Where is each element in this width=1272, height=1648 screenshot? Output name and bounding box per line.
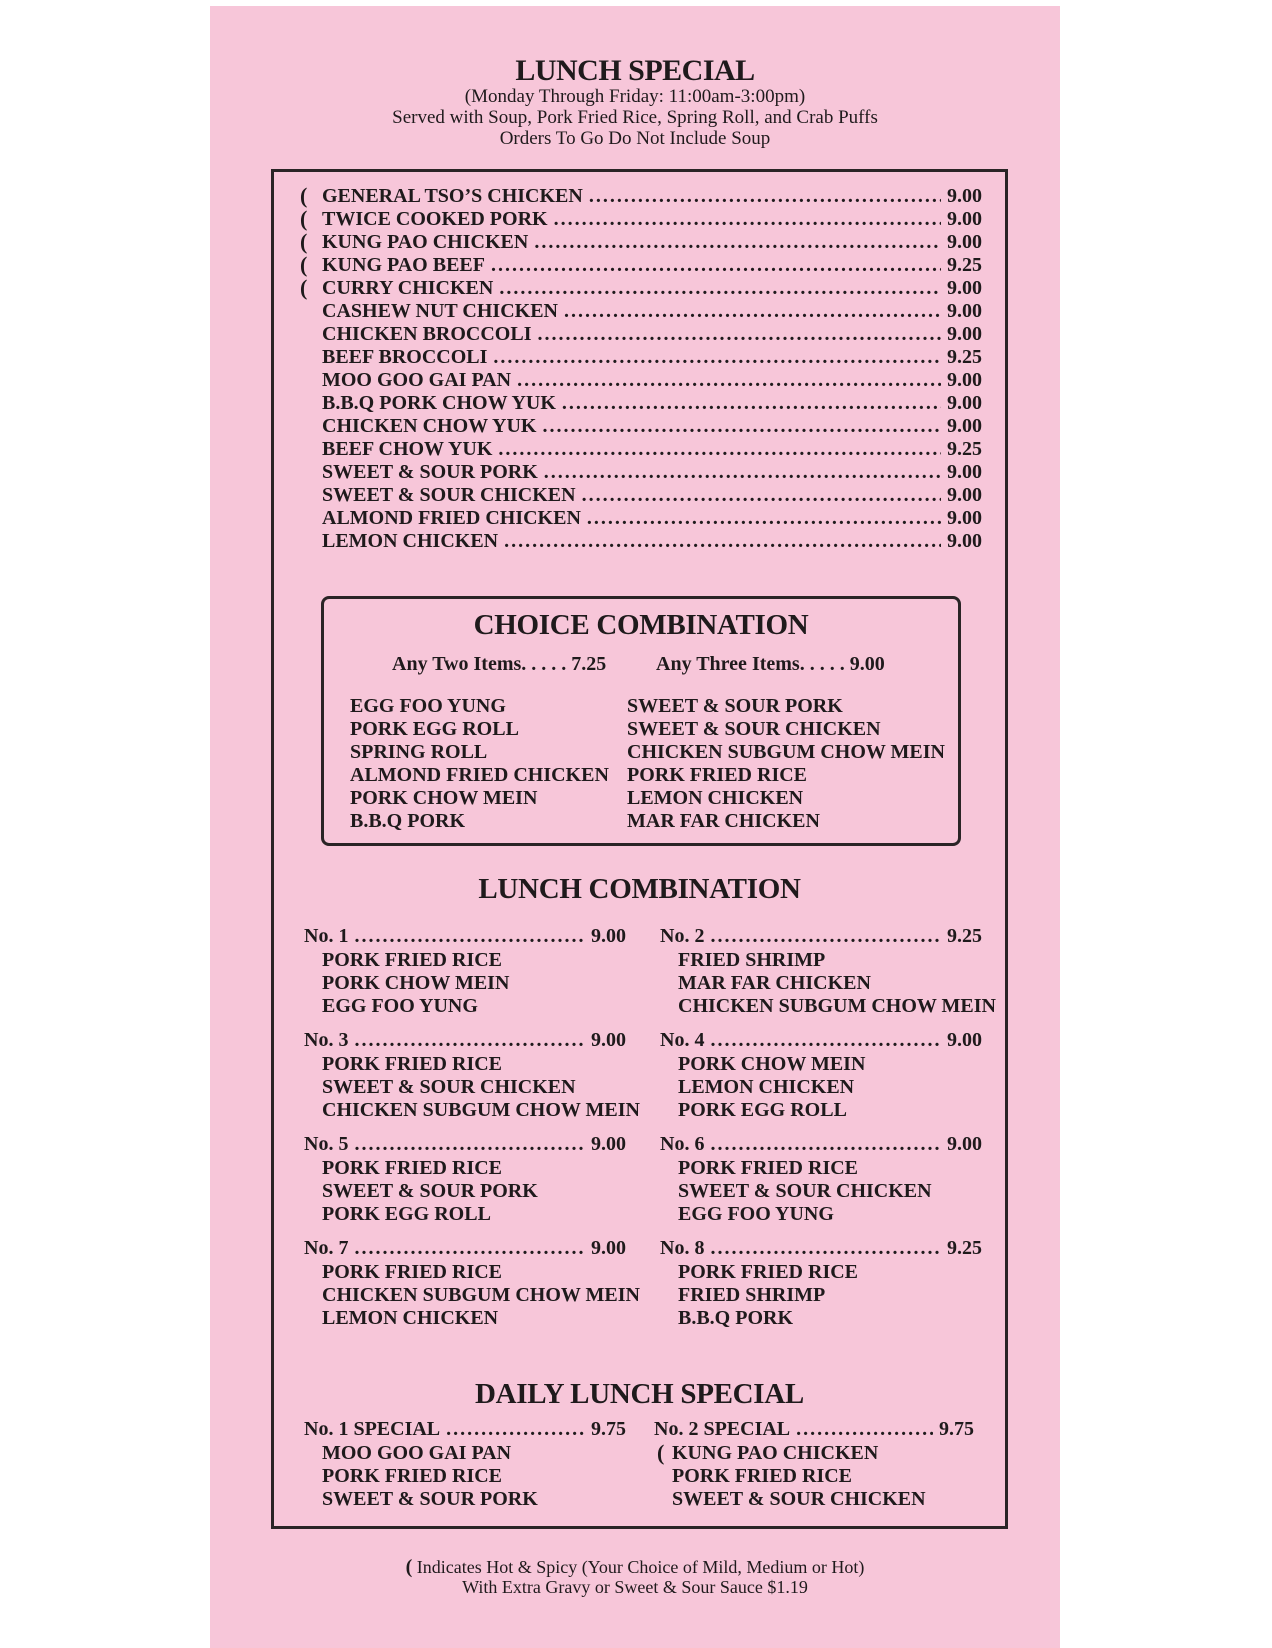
item-name: No. 7 (304, 1237, 349, 1259)
item-name: No. 3 (304, 1029, 349, 1051)
combo-header-row (660, 925, 982, 948)
combo-item: CHICKEN SUBGUM CHOW MEIN (322, 1284, 640, 1306)
item-name: No. 6 (660, 1133, 705, 1155)
combo-item: FRIED SHRIMP (678, 949, 826, 971)
dot-leader (710, 1237, 941, 1260)
combo-item: FRIED SHRIMP (678, 1284, 826, 1306)
combo-item: SWEET & SOUR PORK (322, 1180, 538, 1202)
spicy-note (210, 1556, 1060, 1579)
menu-item-row (322, 323, 982, 346)
item-name: GENERAL TSO’S CHICKEN (322, 185, 583, 207)
item-price: 9.00 (947, 530, 982, 552)
special-item: KUNG PAO CHICKEN (672, 1442, 879, 1464)
combo-item: PORK EGG ROLL (322, 1203, 491, 1225)
dot-leader (710, 1133, 941, 1156)
item-name: B.B.Q PORK CHOW YUK (322, 392, 556, 414)
dot-leader (554, 208, 941, 231)
special-item: PORK FRIED RICE (672, 1465, 853, 1487)
item-name: SWEET & SOUR CHICKEN (322, 484, 576, 506)
item-price: 9.00 (591, 1133, 626, 1155)
menu-item-row (322, 484, 982, 507)
chili-pepper-icon: ( (300, 229, 308, 254)
combo-item: PORK CHOW MEIN (678, 1053, 866, 1075)
dot-leader (446, 1418, 585, 1441)
item-name: No. 4 (660, 1029, 705, 1051)
special-item: SWEET & SOUR PORK (322, 1488, 538, 1510)
item-price: 9.25 (947, 925, 982, 947)
item-price: 9.00 (947, 1029, 982, 1051)
special-header-row (304, 1418, 626, 1441)
dot-leader (504, 530, 941, 553)
any-two-items: Any Two Items. . . . . 7.25 (392, 653, 607, 675)
gravy-note: With Extra Gravy or Sweet & Sour Sauce $1.19 (462, 1577, 808, 1597)
item-price: 9.00 (947, 415, 982, 437)
menu-item-row (322, 369, 982, 392)
item-name: No. 1 (304, 925, 349, 947)
item-price: 9.00 (947, 392, 982, 414)
item-price: 9.00 (947, 507, 982, 529)
combo-item: EGG FOO YUNG (678, 1203, 834, 1225)
combo-item: PORK FRIED RICE (322, 1053, 503, 1075)
item-name: KUNG PAO BEEF (322, 254, 485, 276)
chili-pepper-icon: ( (300, 252, 308, 277)
lunch-combination-title: LUNCH COMBINATION (478, 873, 801, 905)
page-title: LUNCH SPECIAL (515, 54, 755, 87)
choice-item: ALMOND FRIED CHICKEN (350, 764, 609, 786)
combo-item: SWEET & SOUR CHICKEN (678, 1180, 932, 1202)
menu-item-row (322, 231, 982, 254)
item-price: 9.00 (947, 231, 982, 253)
combo-header-row (304, 1029, 626, 1052)
item-price: 9.00 (591, 1029, 626, 1051)
item-price: 9.00 (947, 369, 982, 391)
chili-pepper-icon: ( (300, 206, 308, 231)
served-with-text: Served with Soup, Pork Fried Rice, Spring Roll, and Crab Puffs (392, 107, 878, 128)
item-price: 9.25 (947, 346, 982, 368)
dot-leader (544, 461, 941, 484)
chili-pepper-icon: ( (300, 183, 308, 208)
item-price: 9.00 (947, 185, 982, 207)
combo-item: MAR FAR CHICKEN (678, 972, 871, 994)
dot-leader (499, 277, 941, 300)
dot-leader (517, 369, 941, 392)
combo-item: CHICKEN SUBGUM CHOW MEIN (322, 1099, 640, 1121)
item-name: BEEF CHOW YUK (322, 438, 493, 460)
combo-item: B.B.Q PORK (678, 1307, 794, 1329)
choice-item: PORK FRIED RICE (627, 764, 808, 786)
item-price: 9.00 (591, 925, 626, 947)
menu-item-row (322, 346, 982, 369)
item-price: 9.75 (591, 1418, 626, 1440)
item-name: CHICKEN BROCCOLI (322, 323, 532, 345)
item-name: KUNG PAO CHICKEN (322, 231, 529, 253)
dot-leader (796, 1418, 933, 1441)
choice-item: B.B.Q PORK (350, 810, 466, 832)
choice-item: SWEET & SOUR CHICKEN (627, 718, 881, 740)
combo-header-row (660, 1029, 982, 1052)
choice-item: LEMON CHICKEN (627, 787, 804, 809)
dot-leader (498, 438, 941, 461)
menu-item-row (322, 507, 982, 530)
dot-leader (354, 1237, 585, 1260)
dot-leader (354, 1029, 585, 1052)
choice-item: MAR FAR CHICKEN (627, 810, 820, 832)
menu-item-row (322, 530, 982, 553)
menu-item-row (322, 277, 982, 300)
item-name: BEEF BROCCOLI (322, 346, 488, 368)
item-name: No. 5 (304, 1133, 349, 1155)
combo-header-row (660, 1237, 982, 1260)
choice-item: CHICKEN SUBGUM CHOW MEIN (627, 741, 945, 763)
combo-item: SWEET & SOUR CHICKEN (322, 1076, 576, 1098)
combo-item: PORK FRIED RICE (322, 1157, 503, 1179)
choice-item: PORK CHOW MEIN (350, 787, 538, 809)
item-price: 9.00 (947, 277, 982, 299)
dot-leader (587, 507, 941, 530)
dot-leader (493, 346, 941, 369)
item-price: 9.00 (947, 461, 982, 483)
combo-item: PORK EGG ROLL (678, 1099, 847, 1121)
item-price: 9.00 (591, 1237, 626, 1259)
dot-leader (534, 231, 941, 254)
combo-item: PORK FRIED RICE (322, 949, 503, 971)
dot-leader (710, 925, 941, 948)
item-name: No. 2 SPECIAL (654, 1418, 791, 1440)
menu-item-row (322, 461, 982, 484)
item-price: 9.00 (947, 300, 982, 322)
combo-item: PORK FRIED RICE (678, 1261, 859, 1283)
dot-leader (710, 1029, 941, 1052)
combo-item: CHICKEN SUBGUM CHOW MEIN (678, 995, 996, 1017)
menu-item-row (322, 208, 982, 231)
menu-item-row (322, 415, 982, 438)
item-price: 9.00 (947, 208, 982, 230)
item-name: CASHEW NUT CHICKEN (322, 300, 558, 322)
menu-item-row (322, 254, 982, 277)
combo-item: LEMON CHICKEN (322, 1307, 499, 1329)
to-go-note: Orders To Go Do Not Include Soup (499, 128, 771, 149)
item-name: ALMOND FRIED CHICKEN (322, 507, 581, 529)
special-header-row (654, 1418, 974, 1441)
item-price: 9.00 (947, 1133, 982, 1155)
combo-header-row (304, 925, 626, 948)
combo-item: PORK FRIED RICE (322, 1261, 503, 1283)
dot-leader (542, 415, 941, 438)
item-name: TWICE COOKED PORK (322, 208, 548, 230)
combo-header-row (304, 1237, 626, 1260)
combo-header-row (304, 1133, 626, 1156)
item-name: No. 1 SPECIAL (304, 1418, 441, 1440)
combo-item: EGG FOO YUNG (322, 995, 478, 1017)
any-three-items: Any Three Items. . . . . 9.00 (656, 653, 885, 675)
menu-item-row (322, 300, 982, 323)
choice-item: SPRING ROLL (350, 741, 488, 763)
menu-item-row (322, 392, 982, 415)
item-name: LEMON CHICKEN (322, 530, 499, 552)
dot-leader (562, 392, 941, 415)
dot-leader (564, 300, 941, 323)
dot-leader (537, 323, 941, 346)
combo-item: LEMON CHICKEN (678, 1076, 855, 1098)
menu-item-row (322, 185, 982, 208)
chili-pepper-icon: ( (300, 275, 308, 300)
choice-item: SWEET & SOUR PORK (627, 695, 843, 717)
menu-item-row (322, 438, 982, 461)
item-price: 9.25 (947, 1237, 982, 1259)
combo-item: PORK FRIED RICE (678, 1157, 859, 1179)
item-price: 9.00 (947, 323, 982, 345)
item-name: SWEET & SOUR PORK (322, 461, 538, 483)
hours-text: (Monday Through Friday: 11:00am-3:00pm) (464, 86, 806, 107)
item-name: No. 2 (660, 925, 705, 947)
item-name: CURRY CHICKEN (322, 277, 494, 299)
item-name: CHICKEN CHOW YUK (322, 415, 537, 437)
combo-header-row (660, 1133, 982, 1156)
dot-leader (589, 185, 941, 208)
dot-leader (354, 1133, 585, 1156)
chili-pepper-icon: ( (657, 1440, 665, 1465)
special-item: PORK FRIED RICE (322, 1465, 503, 1487)
item-price: 9.25 (947, 254, 982, 276)
choice-item: EGG FOO YUNG (350, 695, 506, 717)
choice-combination-title: CHOICE COMBINATION (473, 609, 809, 641)
dot-leader (582, 484, 941, 507)
dot-leader (354, 925, 585, 948)
item-name: No. 8 (660, 1237, 705, 1259)
spicy-note-text: Indicates Hot & Spicy (Your Choice of Mild, Medium or Hot) (416, 1557, 865, 1577)
special-item: SWEET & SOUR CHICKEN (672, 1488, 926, 1510)
special-item: MOO GOO GAI PAN (322, 1442, 512, 1464)
item-price: 9.75 (939, 1418, 974, 1440)
chili-pepper-icon: ( (405, 1556, 413, 1578)
daily-lunch-special-title: DAILY LUNCH SPECIAL (475, 1378, 804, 1410)
item-price: 9.25 (947, 438, 982, 460)
choice-item: PORK EGG ROLL (350, 718, 519, 740)
item-price: 9.00 (947, 484, 982, 506)
item-name: MOO GOO GAI PAN (322, 369, 512, 391)
combo-item: PORK CHOW MEIN (322, 972, 510, 994)
dot-leader (491, 254, 941, 277)
